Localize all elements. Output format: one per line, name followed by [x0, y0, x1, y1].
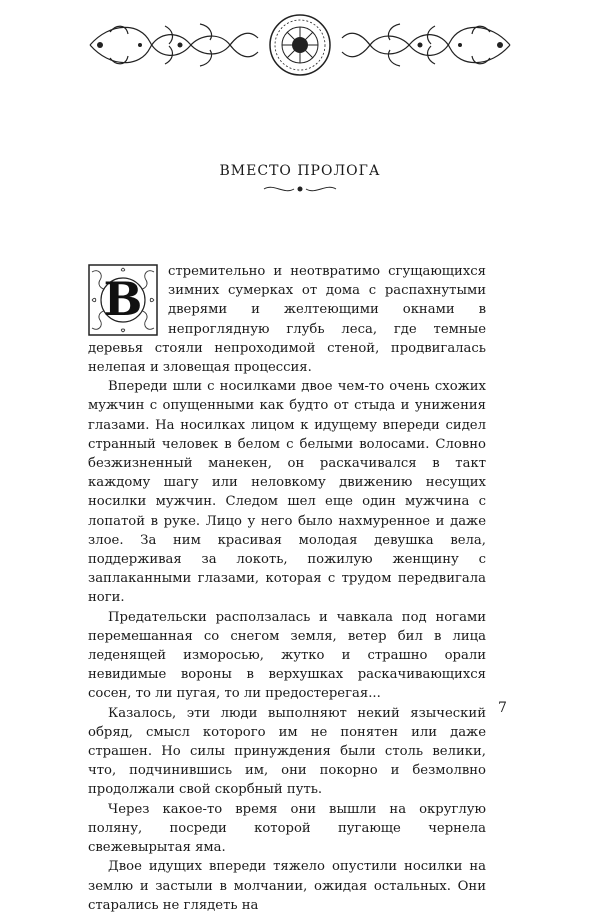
chapter-title: ВМЕСТО ПРОЛОГА: [219, 163, 381, 179]
paragraph: [88, 262, 486, 377]
paragraph: Впереди шли с носилками двое чем-то очень схожих мужчин с опущенными как будто от стыда и унижения глазами. На носилках лицом к идущему впереди сидел странный человек в белом с белыми волосами. Словно безжизненный манекен, он раскачивался в такт каждому шагу или неловкому движению несущих носилки мужчин. Следом шел еще один мужчина с лопатой в руке. Лицо у него было нахмуренное и даже злое. За ним красивая молодая девушка вела, поддерживая за локоть, пожилую женщину с заплаканными глазами, которая с трудом передвигала ноги.: [88, 379, 486, 606]
paragraph: Казалось, эти люди выполняют некий языческий обряд, смысл которого им не понятен или даже страшен. Но силы принуждения были столь велики, что, подчинившись им, они покорно и безмолвно продолжали свой скорбный путь.: [88, 705, 486, 798]
paragraph: Предательски расползалась и чавкала под ногами перемешанная со снегом земля, ветер бил в лица леденящей изморосью, жутко и страшно орали невидимые вороны в верхушках раскачивающихся сосен, то ли пугая, то ли предостерегая...: [88, 609, 486, 702]
paragraph-text: стремительно и неотвратимо сгущающихся зимних сумерках от дома с распахнутыми дверями и желтеющими окнами в непроглядную глубь леса, где темные деревья стояли непроходимой стеной, продвигалась нелепая и зловещая процессия.: [88, 264, 486, 376]
title-flourish: [262, 183, 338, 195]
ornamental-header: [80, 12, 520, 78]
paragraph: Через какое-то время они вышли на округлую поляну, посреди которой пугающе чернела свежевырытая яма.: [88, 801, 486, 856]
drop-cap-letter: В: [103, 272, 143, 327]
drop-cap: [88, 264, 158, 336]
body-text: [88, 262, 486, 915]
page-number: 7: [498, 700, 507, 716]
paragraph: Двое идущих впереди тяжело опустили носилки на землю и застыли в молчании, ожидая остальных. Они старались не глядеть на: [88, 859, 486, 913]
